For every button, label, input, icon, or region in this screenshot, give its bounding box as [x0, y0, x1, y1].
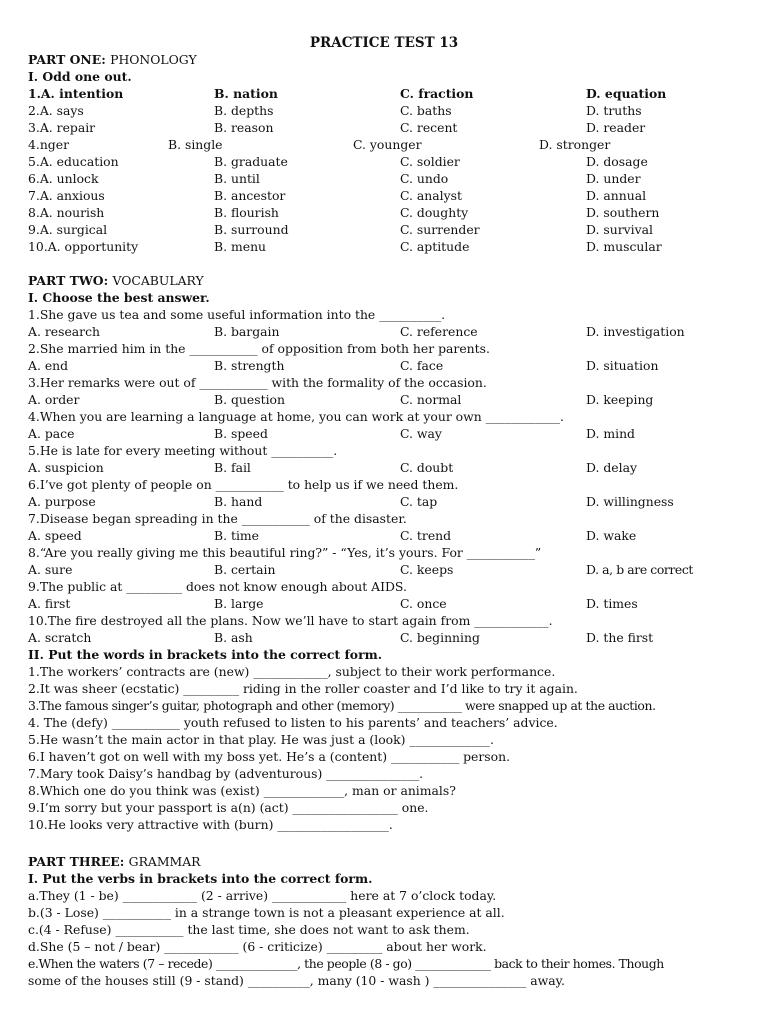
option-a: 3.A. repair: [28, 120, 96, 135]
answer-options: [0, 425, 768, 442]
option-b: B. large: [214, 596, 264, 611]
option-a: 1.A. intention: [28, 86, 124, 101]
option-b: B. reason: [214, 120, 274, 135]
option-c: C. recent: [400, 120, 458, 135]
option-a: 9.A. surgical: [28, 222, 108, 237]
option-d: D. annual: [586, 188, 647, 203]
question-stem: 10.The fire destroyed all the plans. Now we’ll have to start again from ____________.: [28, 613, 553, 628]
option-b: B. until: [214, 171, 260, 186]
option-d: D. survival: [586, 222, 653, 237]
option-b: B. ancestor: [214, 188, 286, 203]
part-two-section-title: I. Choose the best answer.: [28, 290, 210, 305]
word-form-item: 6.I haven’t got on well with my boss yet. He’s a (content) ___________ person.: [28, 749, 511, 764]
question-stem: 5.He is late for every meeting without __________.: [28, 443, 338, 458]
option-a: A. research: [28, 324, 101, 339]
part-three-heading: [28, 853, 201, 870]
word-form-item: 3.The famous singer’s guitar, photograph and other (memory) ___________ were snapped up at the auction.: [28, 698, 656, 713]
answer-options: [0, 493, 768, 510]
option-b: B. single: [168, 137, 223, 152]
option-d: D. a, b are correct: [586, 562, 693, 577]
option-c: C. soldier: [400, 154, 460, 169]
option-d: D. investigation: [586, 324, 685, 339]
option-c: C. aptitude: [400, 239, 470, 254]
option-b: B. question: [214, 392, 285, 407]
option-d: D. stronger: [539, 137, 611, 152]
option-a: A. order: [28, 392, 80, 407]
part-three-subject: GRAMMAR: [128, 854, 201, 869]
option-c: C. way: [400, 426, 442, 441]
option-d: D. times: [586, 596, 638, 611]
option-c: C. once: [400, 596, 447, 611]
verb-form-item: c.(4 - Refuse) ___________ the last time, she does not want to ask them.: [28, 922, 470, 937]
option-c: C. trend: [400, 528, 452, 543]
answer-options: [0, 391, 768, 408]
option-b: B. surround: [214, 222, 289, 237]
verb-form-item: b.(3 - Lose) ___________ in a strange town is not a pleasant experience at all.: [28, 905, 505, 920]
question-stem: 8.“Are you really giving me this beautiful ring?” - “Yes, it’s yours. For ___________”: [28, 545, 542, 560]
option-a: 2.A. says: [28, 103, 84, 118]
option-d: D. the first: [586, 630, 654, 645]
odd-one-out-row: [0, 221, 768, 238]
part-one-section-title: I. Odd one out.: [28, 69, 132, 84]
option-b: B. depths: [214, 103, 274, 118]
option-a: A. first: [28, 596, 71, 611]
option-c: C. surrender: [400, 222, 480, 237]
option-a: 5.A. education: [28, 154, 119, 169]
word-form-item: 1.The workers’ contracts are (new) ____________, subject to their work performance.: [28, 664, 556, 679]
option-c: C. keeps: [400, 562, 454, 577]
option-c: C. beginning: [400, 630, 480, 645]
option-a: 10.A. opportunity: [28, 239, 139, 254]
option-a: A. suspicion: [28, 460, 104, 475]
option-b: B. hand: [214, 494, 263, 509]
question-stem: 6.I’ve got plenty of people on ___________ to help us if we need them.: [28, 477, 459, 492]
odd-one-out-row: [0, 85, 768, 102]
question-stem: 2.She married him in the ___________ of opposition from both her parents.: [28, 341, 490, 356]
part-two-label: PART TWO:: [28, 273, 109, 288]
option-d: D. wake: [586, 528, 637, 543]
part-two-section2-title: II. Put the words in brackets into the correct form.: [28, 647, 383, 662]
option-d: D. delay: [586, 460, 637, 475]
answer-options: [0, 459, 768, 476]
question-stem: 7.Disease began spreading in the ___________ of the disaster.: [28, 511, 407, 526]
verb-form-item: e.When the waters (7 – recede) ______________, the people (8 - go) _____________ back to their homes. Though: [28, 956, 664, 971]
option-a: A. purpose: [28, 494, 96, 509]
option-d: D. southern: [586, 205, 660, 220]
answer-options: [0, 561, 768, 578]
option-c: C. face: [400, 358, 444, 373]
question-stem: 1.She gave us tea and some useful information into the __________.: [28, 307, 446, 322]
option-d: D. under: [586, 171, 641, 186]
part-two-subject: VOCABULARY: [112, 273, 204, 288]
option-c: C. doubt: [400, 460, 454, 475]
word-form-item: 4. The (defy) ___________ youth refused to listen to his parents’ and teachers’ advice.: [28, 715, 558, 730]
word-form-item: 9.I’m sorry but your passport is a(n) (act) _________________ one.: [28, 800, 429, 815]
option-a: A. sure: [28, 562, 73, 577]
odd-one-out-row: [0, 204, 768, 221]
option-d: D. mind: [586, 426, 635, 441]
option-d: D. reader: [586, 120, 646, 135]
odd-one-out-row: [0, 153, 768, 170]
part-one-heading: [28, 51, 197, 68]
option-c: C. normal: [400, 392, 462, 407]
option-d: D. truths: [586, 103, 642, 118]
option-b: B. flourish: [214, 205, 279, 220]
word-form-item: 7.Mary took Daisy’s handbag by (adventurous) _______________.: [28, 766, 424, 781]
odd-one-out-row: [0, 136, 768, 153]
word-form-item: 5.He wasn’t the main actor in that play. He was just a (look) _____________.: [28, 732, 494, 747]
option-a: 6.A. unlock: [28, 171, 99, 186]
option-d: D. muscular: [586, 239, 662, 254]
option-b: B. time: [214, 528, 260, 543]
option-b: B. nation: [214, 86, 278, 101]
option-c: C. fraction: [400, 86, 474, 101]
answer-options: [0, 527, 768, 544]
option-b: B. graduate: [214, 154, 288, 169]
option-c: C. tap: [400, 494, 438, 509]
word-form-item: 10.He looks very attractive with (burn) __________________.: [28, 817, 393, 832]
option-c: C. younger: [353, 137, 422, 152]
question-stem: 3.Her remarks were out of ___________ with the formality of the occasion.: [28, 375, 487, 390]
part-one-label: PART ONE:: [28, 52, 106, 67]
option-b: B. bargain: [214, 324, 280, 339]
part-three-label: PART THREE:: [28, 854, 125, 869]
answer-options: [0, 629, 768, 646]
word-form-item: 2.It was sheer (ecstatic) _________ riding in the roller coaster and I’d like to try it again.: [28, 681, 578, 696]
question-stem: 9.The public at _________ does not know enough about AIDS.: [28, 579, 407, 594]
option-b: B. certain: [214, 562, 276, 577]
answer-options: [0, 357, 768, 374]
answer-options: [0, 323, 768, 340]
option-d: D. situation: [586, 358, 659, 373]
odd-one-out-row: [0, 187, 768, 204]
option-a: A. pace: [28, 426, 75, 441]
option-d: D. willingness: [586, 494, 674, 509]
option-c: C. reference: [400, 324, 478, 339]
part-two-heading: [28, 272, 204, 289]
option-d: D. equation: [586, 86, 667, 101]
option-c: C. analyst: [400, 188, 462, 203]
option-d: D. keeping: [586, 392, 654, 407]
option-a: A. speed: [28, 528, 82, 543]
odd-one-out-row: [0, 102, 768, 119]
word-form-item: 8.Which one do you think was (exist) _____________, man or animals?: [28, 783, 456, 798]
answer-options: [0, 595, 768, 612]
odd-one-out-row: [0, 238, 768, 255]
odd-one-out-row: [0, 119, 768, 136]
option-c: C. doughty: [400, 205, 469, 220]
option-c: C. baths: [400, 103, 452, 118]
option-a: 7.A. anxious: [28, 188, 105, 203]
verb-form-item-continued: some of the houses still (9 - stand) __________, many (10 - wash ) _______________ away.: [28, 973, 565, 988]
verb-form-item: d.She (5 – not / bear) ____________ (6 - criticize) _________ about her work.: [28, 939, 487, 954]
option-a: 8.A. nourish: [28, 205, 105, 220]
part-three-section-title: I. Put the verbs in brackets into the correct form.: [28, 871, 373, 886]
option-a: A. scratch: [28, 630, 92, 645]
option-a: A. end: [28, 358, 69, 373]
option-a: 4.nger: [28, 137, 69, 152]
option-b: B. ash: [214, 630, 253, 645]
option-d: D. dosage: [586, 154, 648, 169]
option-b: B. speed: [214, 426, 268, 441]
option-b: B. strength: [214, 358, 285, 373]
option-c: C. undo: [400, 171, 449, 186]
question-stem: 4.When you are learning a language at home, you can work at your own ____________.: [28, 409, 564, 424]
option-b: B. menu: [214, 239, 267, 254]
verb-form-item: a.They (1 - be) ____________ (2 - arrive) ____________ here at 7 o’clock today.: [28, 888, 497, 903]
odd-one-out-row: [0, 170, 768, 187]
option-b: B. fail: [214, 460, 251, 475]
page-title: PRACTICE TEST 13: [309, 35, 459, 51]
part-one-subject: PHONOLOGY: [110, 52, 197, 67]
